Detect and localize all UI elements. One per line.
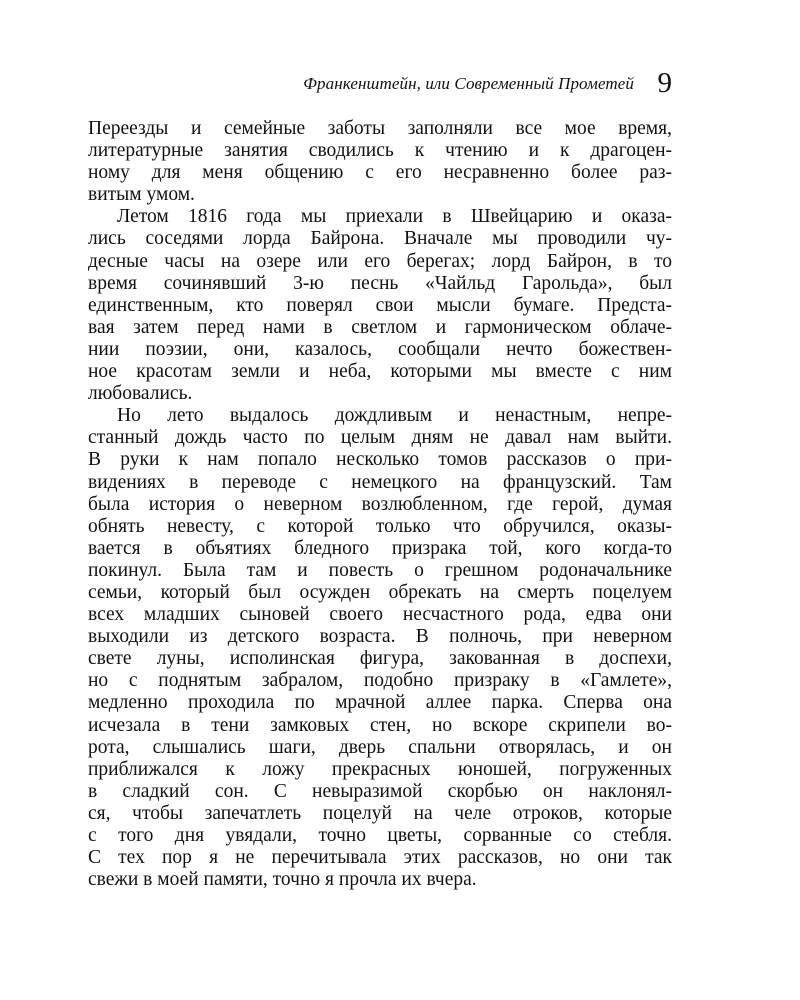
text-line: но с поднятым забралом, подобно призраку в «Гамлете», <box>88 670 672 692</box>
text-line: ся, чтобы запечатлеть поцелуй на челе отроков, которые <box>88 802 672 824</box>
text-line: вая затем перед нами в светлом и гармоническом облаче- <box>88 316 672 338</box>
text-line: нии поэзии, они, казалось, сообщали нечто божествен- <box>88 338 672 360</box>
text-line: свежи в моей памяти, точно я прочла их вчера. <box>88 869 477 891</box>
text-line: литературные занятия сводились к чтению и к драгоцен- <box>88 140 672 162</box>
text-line: ное красотам земли и неба, которыми мы вместе с ним <box>88 361 672 383</box>
text-line: исчезала в тени замковых стен, но вскоре скрипели во- <box>88 714 672 736</box>
text-line: любовались. <box>88 383 193 405</box>
text-line: свете луны, исполинская фигура, закованная в доспехи, <box>88 648 672 670</box>
text-line: С тех пор я не перечитывала этих рассказов, но они так <box>88 847 672 869</box>
text-line: витым умом. <box>88 184 195 206</box>
text-line: с того дня увядали, точно цветы, сорванные со стебля. <box>88 825 672 846</box>
text-line: ному для меня общению с его несравненно более раз- <box>88 162 672 184</box>
text-line: медленно проходила по мрачной аллее парка. Сперва она <box>88 692 672 714</box>
text-line: единственным, кто поверял свои мысли бумаге. Предста- <box>88 294 672 316</box>
text-line: десные часы на озере или его берегах; лорд Байрон, в то <box>88 250 672 272</box>
body-text <box>88 118 672 891</box>
text-line: Но лето выдалось дождливым и ненастным, непре- <box>117 405 672 427</box>
text-line: обнять невесту, с которой только что обручился, оказы- <box>88 515 672 537</box>
text-line: выходили из детского возраста. В полночь, при неверном <box>88 626 672 648</box>
text-line: семьи, который был осужден обрекать на смерть поцелуем <box>88 581 672 603</box>
running-title: Франкенштейн, или Современный Прометей <box>303 74 634 93</box>
text-line: вается в объятиях бледного призрака той, кого когда-то <box>88 537 672 559</box>
text-line: всех младших сыновей своего несчастного рода, едва они <box>88 604 672 626</box>
text-line: была история о неверном возлюбленном, где герой, думая <box>88 493 672 515</box>
text-line: рота, слышались шаги, дверь спальни отворялась, и он <box>88 736 672 758</box>
text-line: покинул. Была там и повесть о грешном родоначальнике <box>88 559 672 581</box>
text-line: Летом 1816 года мы приехали в Швейцарию и оказа- <box>117 206 672 228</box>
page-number: 9 <box>657 67 672 99</box>
text-line: видениях в переводе с немецкого на французский. Там <box>88 471 672 493</box>
text-line: станный дождь часто по целым дням не давал нам выйти. <box>88 427 672 449</box>
text-line: в сладкий сон. С невыразимой скорбью он наклонял- <box>88 780 672 802</box>
text-line: лись соседями лорда Байрона. Вначале мы проводили чу- <box>88 228 672 250</box>
text-line: В руки к нам попало несколько томов рассказов о при- <box>88 449 672 471</box>
text-line: приближался к ложу прекрасных юношей, погруженных <box>88 758 672 780</box>
text-line: время сочинявший 3-ю песнь «Чайльд Гарольда», был <box>88 272 672 294</box>
text-line: Переезды и семейные заботы заполняли все мое время, <box>88 118 672 139</box>
running-header <box>88 68 672 104</box>
